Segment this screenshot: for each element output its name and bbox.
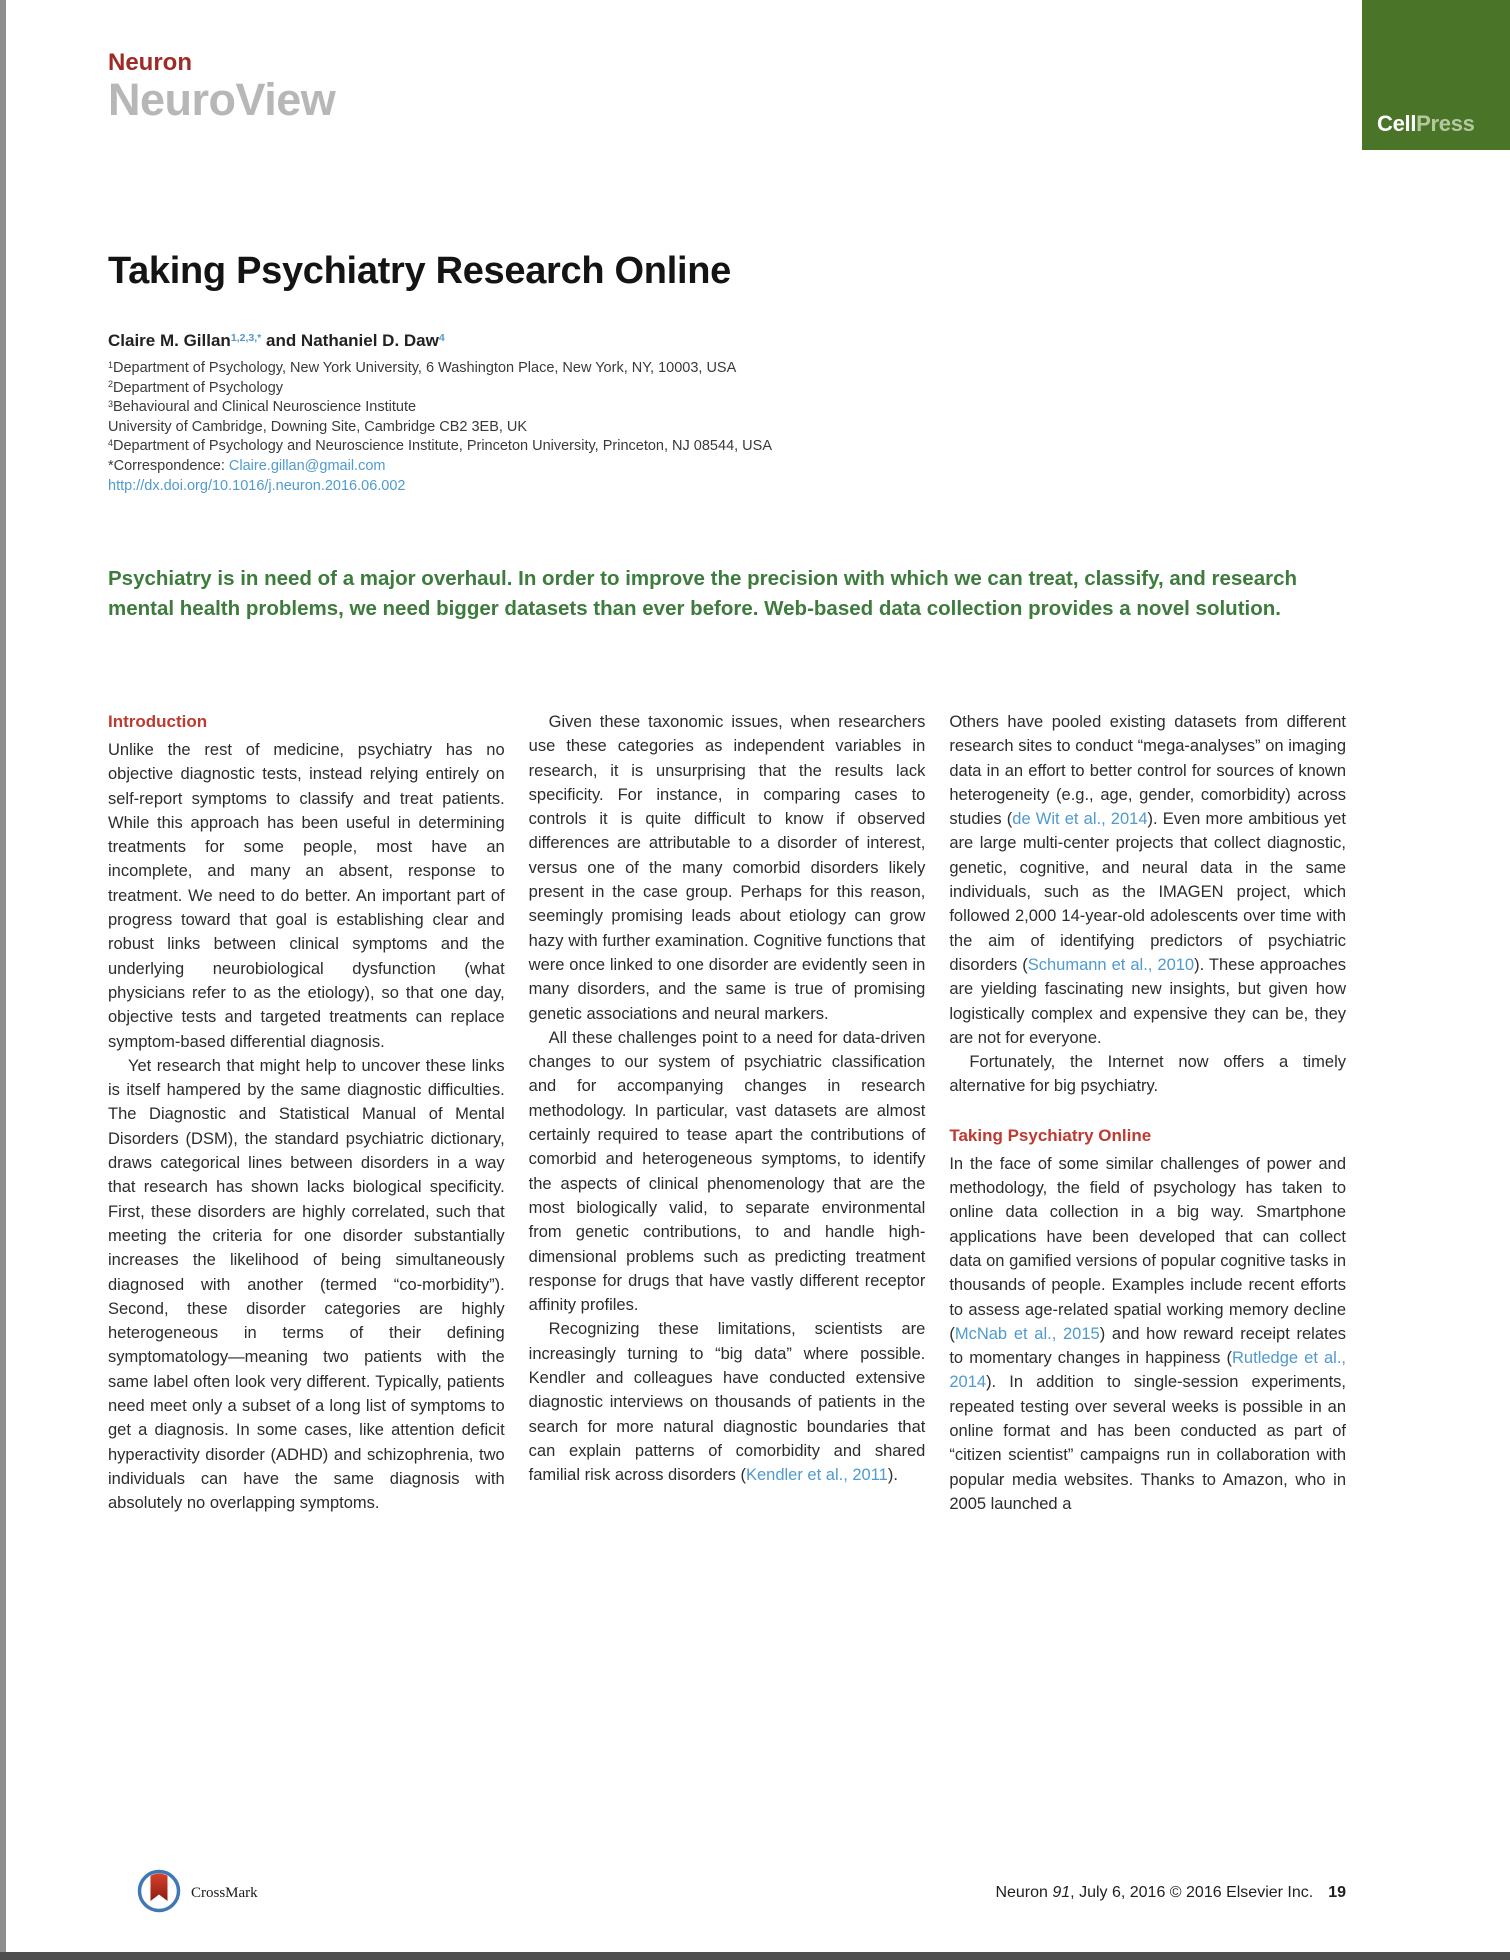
- text-segment: Neuron: [995, 1884, 1053, 1901]
- text-segment: All these challenges point to a need for data-driven changes to our system of psychiatric classification and for accompanying changes in research methodology. In particular, vast datasets are almost certainly required to tease apart the contributions of comorbid and heterogeneous symptoms, to identify the aspects of clinical phenomenology that are the most biologically valid, to separate environmental from genetic contributions, to and handle high-dimensional problems such as predicting treatment response for drugs that have vastly different receptor affinity profiles.: [528, 1028, 926, 1315]
- text-segment: Behavioural and Clinical Neuroscience Institute: [113, 399, 417, 416]
- affiliation-line: [108, 359, 772, 379]
- column-3: [949, 710, 1346, 1516]
- text-segment: ) and how reward receipt relates to momentary changes in happiness (: [949, 1324, 1347, 1368]
- text-segment: Fortunately, the Internet now offers a timely alternative for big psychiatry.: [949, 1053, 1347, 1096]
- text-segment: ). In addition to single-session experiments, repeated testing over several weeks is possible in an online format and has been conducted as part of “citizen scientist” campaigns run in collaboration with popular media websites. Thanks to Amazon, who in 2005 launched a: [949, 1373, 1347, 1513]
- citation-link[interactable]: de Wit et al., 2014: [1012, 810, 1148, 829]
- citation-link[interactable]: Claire.gillan@gmail.com: [228, 457, 386, 474]
- text-segment: Taking Psychiatry Online: [949, 1125, 1152, 1145]
- superscript-marker: 2: [108, 379, 113, 390]
- cellpress-press-text: Press: [1416, 111, 1475, 136]
- text-segment: Department of Psychology: [113, 379, 284, 396]
- text-segment: Claire M. Gillan: [108, 331, 231, 350]
- text-segment: , July 6, 2016 © 2016 Elsevier Inc.: [1070, 1884, 1314, 1901]
- affiliation-line: [108, 398, 772, 418]
- body-paragraph: [949, 710, 1346, 1050]
- text-segment: Introduction: [108, 712, 208, 731]
- crossmark-icon: [136, 1868, 182, 1919]
- text-segment: ). Even more ambitious yet are large multi-center projects that collect diagnostic, genetic, cognitive, and neural data in the same individuals, such as the IMAGEN project, which followed 2,000 14-year-old adolescents over time with the aim of identifying predictors of psychiatric disorders (: [949, 810, 1347, 974]
- column-1: [108, 710, 505, 1516]
- citation-link[interactable]: McNab et al., 2015: [954, 1324, 1100, 1343]
- text-segment: Department of Psychology and Neuroscience Institute, Princeton University, Princeton, NJ 08544, USA: [113, 438, 772, 455]
- text-segment: In the face of some similar challenges of power and methodology, the field of psychology has taken to online data collection in a big way. Smartphone applications have been developed that can collect data on gamified versions of popular cognitive tasks in thousands of people. Examples include recent efforts to assess age-related spatial working memory decline (: [949, 1154, 1347, 1343]
- citation-link[interactable]: Kendler et al., 2011: [745, 1466, 888, 1485]
- page-edge-left: [0, 0, 6, 1960]
- footer-citation-text: [995, 1884, 1313, 1901]
- affiliations: [108, 359, 772, 496]
- crossmark-label: CrossMark: [191, 1885, 258, 1901]
- affiliation-line: [108, 379, 772, 399]
- text-segment: 91: [1052, 1884, 1071, 1901]
- author-line: [108, 331, 445, 351]
- body-paragraph: [529, 1317, 926, 1487]
- body-paragraph: [949, 1050, 1346, 1099]
- cellpress-logo: [1362, 0, 1510, 150]
- body-paragraph: [108, 738, 505, 1054]
- cellpress-logo-text: [1377, 111, 1475, 137]
- citation-link[interactable]: Schumann et al., 2010: [1027, 955, 1195, 974]
- text-segment: ). These approaches are yielding fascinating new insights, but given how logistically complex and expensive they can be, they are not for everyone.: [949, 955, 1347, 1047]
- journal-name: Neuron: [108, 49, 192, 76]
- body-paragraph: [949, 1152, 1346, 1516]
- text-segment: *Correspondence:: [108, 457, 229, 474]
- journal-section-name: NeuroView: [108, 74, 336, 125]
- teaser-abstract: Psychiatry is in need of a major overhaul. In order to improve the precision with which we can treat, classify, and research mental health problems, we need bigger datasets than ever before. Web-based data collection provides a novel solution.: [108, 567, 1297, 620]
- section-heading: [949, 1124, 1346, 1148]
- text-segment: University of Cambridge, Downing Site, Cambridge CB2 3EB, UK: [108, 418, 528, 435]
- body-columns: [108, 710, 1346, 1516]
- text-segment: Unlike the rest of medicine, psychiatry has no objective diagnostic tests, instead relying entirely on self-report symptoms to classify and treat patients. While this approach has been useful in determining treatments for some people, most have an incomplete, and many an absent, response to treatment. We need to do better. An important part of progress toward that goal is establishing clear and robust links between clinical symptoms and the underlying neurobiological dysfunction (what physicians refer to as the etiology), so that one day, objective tests and targeted treatments can replace symptom-based differential diagnosis.: [108, 741, 505, 1051]
- affiliation-line: [108, 418, 772, 438]
- crossmark-badge[interactable]: [136, 1868, 258, 1919]
- superscript-marker: 1,2,3,*: [230, 331, 262, 344]
- masthead: [108, 50, 335, 124]
- affiliation-line: [108, 457, 772, 477]
- footer-citation: [995, 1884, 1346, 1902]
- column-2: [529, 710, 926, 1516]
- text-segment: Department of Psychology, New York University, 6 Washington Place, New York, NY, 10003, USA: [113, 360, 737, 376]
- citation-link[interactable]: Rutledge et al., 2014: [949, 1349, 1347, 1392]
- affiliation-line: [108, 437, 772, 457]
- text-segment: Given these taxonomic issues, when researchers use these categories as independent variables in research, it is unsurprising that the results lack specificity. For instance, in comparing cases to controls it is quite difficult to know if observed differences are attributable to a disorder of interest, versus one of the many comorbid disorders likely present in the case group. Perhaps for this reason, seemingly promising leads about etiology can grow hazy with further examination. Cognitive functions that were once linked to one disorder are evidently seen in many disorders, and the same is true of promising genetic associations and neural markers.: [528, 713, 926, 1023]
- superscript-marker: 4: [438, 331, 445, 344]
- section-heading: [108, 710, 505, 734]
- body-paragraph: [529, 710, 926, 1026]
- body-paragraph: [529, 1026, 926, 1318]
- text-segment: Yet research that might help to uncover these links is itself hampered by the same diagnostic difficulties. The Diagnostic and Statistical Manual of Mental Disorders (DSM), the standard psychiatric dictionary, draws categorical lines between disorders in a way that research has shown lacks biological specificity. First, these disorders are highly correlated, such that meeting the criteria for one disorder substantially increases the likelihood of being simultaneously diagnosed with another (termed “co-morbidity”). Second, these disorder categories are highly heterogeneous in terms of their defining symptomatology—meaning two patients with the same label often look very different. Typically, patients need meet only a subset of a long list of symptoms to get a diagnosis. In some cases, like attention deficit hyperactivity disorder (ADHD) and schizophrenia, two individuals can have the same diagnosis with absolutely no overlapping symptoms.: [108, 1056, 505, 1513]
- superscript-marker: 3: [108, 398, 113, 409]
- page-edge-bottom: [0, 1952, 1510, 1960]
- page-number: 19: [1328, 1884, 1346, 1901]
- body-paragraph: [108, 1054, 505, 1516]
- superscript-marker: 1: [108, 359, 113, 370]
- text-segment: Others have pooled existing datasets from different research sites to conduct “mega-analyses” on imaging data in an effort to better control for sources of known heterogeneity (e.g., age, gender, comorbidity) across studies (: [949, 713, 1347, 829]
- cellpress-cell-text: Cell: [1377, 111, 1417, 136]
- text-segment: ).: [887, 1466, 898, 1485]
- text-segment: and Nathaniel D. Daw: [261, 331, 439, 350]
- text-segment: Recognizing these limitations, scientists are increasingly turning to “big data” where possible. Kendler and colleagues have conducted extensive diagnostic interviews on thousands of patients in the search for more natural diagnostic boundaries that can explain patterns of comorbidity and shared familial risk across disorders (: [528, 1320, 926, 1485]
- superscript-marker: 4: [108, 437, 113, 448]
- article-title: Taking Psychiatry Research Online: [108, 250, 731, 292]
- citation-link[interactable]: http://dx.doi.org/10.1016/j.neuron.2016.06.002: [108, 477, 406, 494]
- affiliation-line: [108, 477, 772, 497]
